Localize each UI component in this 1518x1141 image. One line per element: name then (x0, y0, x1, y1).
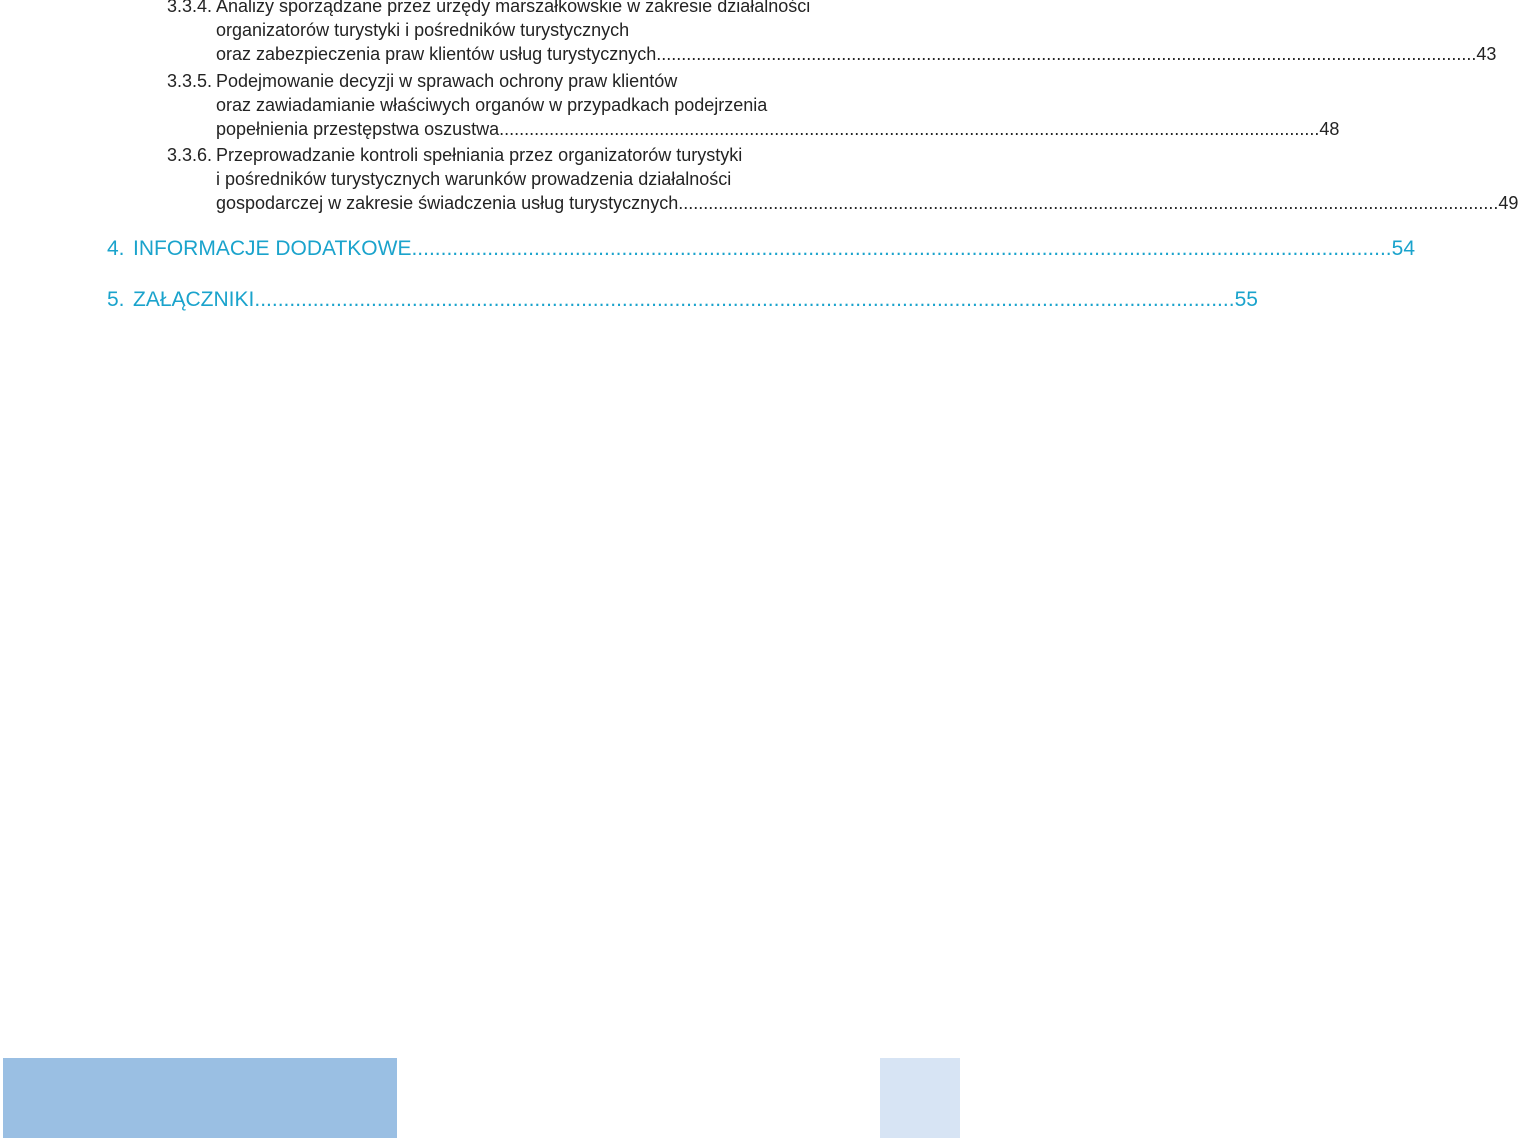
toc-entry-continuation: organizatorów turystyki i pośredników turystycznych (216, 20, 630, 40)
toc-entry-leader-line (167, 42, 1497, 66)
toc-entry-continuation: oraz zawiadamianie właściwych organów w przypadkach podejrzenia (216, 95, 768, 115)
toc-entry-title: Przeprowadzanie kontroli spełniania przez organizatorów turystyki (216, 145, 743, 165)
toc-entry-first-line (167, 143, 859, 167)
toc-entry-number: 3.3.4. (167, 0, 213, 16)
toc-entry-3-3-5[interactable] (167, 69, 1340, 141)
footer-color-block-left (3, 1058, 397, 1138)
toc-entry-leader-line (167, 117, 1340, 141)
toc-entry-3-3-4[interactable] (167, 0, 1497, 66)
toc-entry-title-end: gospodarczej w zakresie świadczenia usług turystycznych (216, 193, 679, 213)
toc-section-title: INFORMACJE DODATKOWE (133, 237, 412, 260)
toc-section-page: 55 (1234, 288, 1258, 311)
toc-entry-title: Podejmowanie decyzji w sprawach ochrony praw klientów (216, 71, 678, 91)
dot-leader: ........................................................................................................................................................................ (411, 237, 1392, 260)
toc-entry-first-line (167, 69, 859, 93)
toc-entry-continuation: i pośredników turystycznych warunków prowadzenia działalności (216, 169, 732, 189)
toc-entry-title-end: popełnienia przestępstwa oszustwa (216, 119, 500, 139)
dot-leader: .................................................................................................................................................................... (656, 44, 1477, 64)
toc-section-heading (107, 287, 254, 313)
toc-section-heading (107, 236, 411, 262)
toc-section-number: 5. (107, 288, 125, 311)
footer-color-block-right (880, 1058, 960, 1138)
toc-section-title: ZAŁĄCZNIKI (133, 288, 255, 311)
toc-entry-first-line (167, 0, 859, 18)
dot-leader: .................................................................................................................................................................... (678, 193, 1499, 213)
toc-entry-3-3-6[interactable] (167, 143, 1518, 215)
dot-leader: ........................................................................................................................................................................ (254, 288, 1235, 311)
toc-section-4[interactable] (107, 236, 1416, 262)
toc-entry-title: Analizy sporządzane przez urzędy marszałkowskie w zakresie działalności (216, 0, 811, 16)
dot-leader: .................................................................................................................................................................... (499, 119, 1320, 139)
toc-entry-leader-line (167, 191, 1518, 215)
toc-section-number: 4. (107, 237, 125, 260)
toc-section-page: 54 (1391, 237, 1416, 260)
toc-entry-page: 43 (1476, 44, 1497, 64)
toc-entry-number: 3.3.5. (167, 71, 213, 91)
toc-section-5[interactable] (107, 287, 1258, 313)
toc-entry-title-end: oraz zabezpieczenia praw klientów usług turystycznych (216, 44, 657, 64)
toc-entry-page: 48 (1319, 119, 1340, 139)
toc-entry-number: 3.3.6. (167, 145, 213, 165)
toc-entry-page: 49 (1498, 193, 1518, 213)
